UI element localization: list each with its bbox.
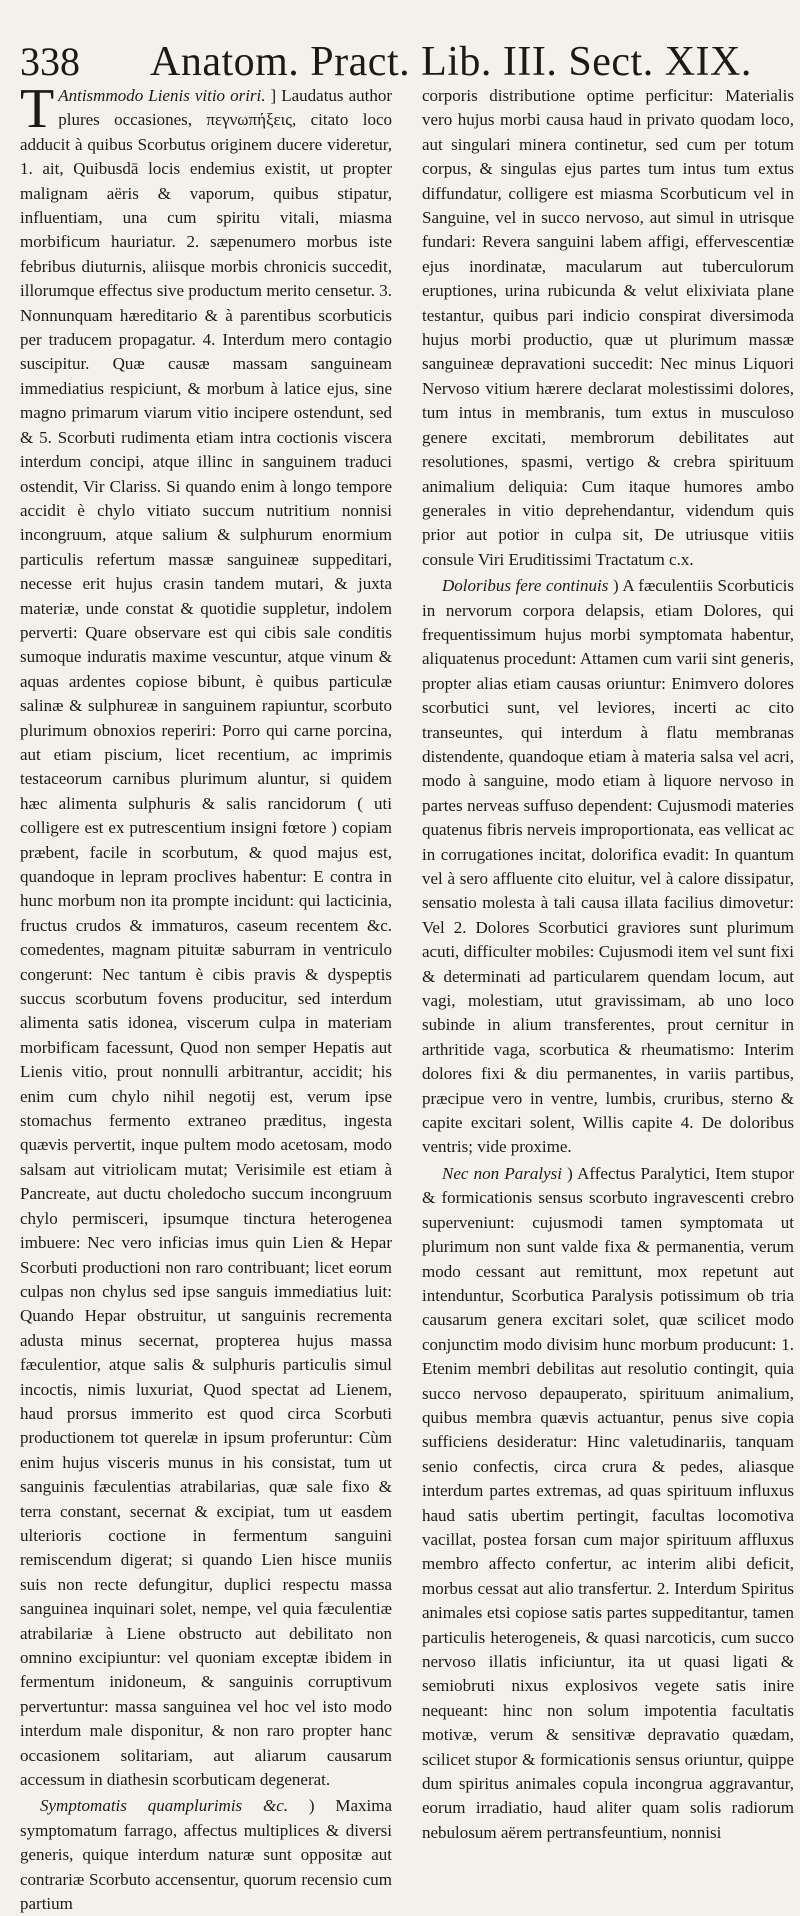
paragraph (20, 1794, 392, 1916)
paragraph (422, 574, 794, 1160)
paragraph-text: ] Laudatus author plures occasiones, πεγνωπήξεις, citato loco adducit à quibus Scorbutus originem ducere videretur, 1. ait, Quibusdā locis endemius existit, ut propter malignam aëris & vaporum, quibus stipatur, influentiam, una cum spiritu vitali, miasma morbificum hauriatur. 2. sæpenumero morbus iste febribus diuturnis, aliisque morbis chronicis succedit, illorumque effectus sive productum merito censetur. 3. Nonnunquam hæreditario & à parentibus scorbuticis per traducem propagatur. 4. Interdum mero contagio suscipitur. Quæ causæ massam sanguineam immediatius respiciunt, & morbum à latice ejus, sine magno primarum viarum vitio incipere ostendunt, sed & 5. Scorbuti rudimenta etiam intra coctionis viscera interdum concipi, atque illinc in sanguinem traduci ostendit, Vir Clariss. Si quando enim à longo tempore accidit è chylo vitiato succum nutritium nonnisi incongruum, atque salium & sulphurum enormium particulis refertum massæ sanguineæ suppeditari, necesse erit hujus crasin tandem mutari, & juxta materiæ, unde constat & quotidie suppletur, indolem perverti: Quare observare est qui cibis sale conditis sumoque induratis maxime vescuntur, atque vinum & aquas ardentes copiose bibunt, è quibus particulæ salinæ & sulphureæ in sanguinem rapiuntur, scorbuto plurimum obnoxios reperiri: Porro qui carne porcina, aut etiam piscium, licet recentium, ac imprimis testaceorum carnibus plurimum aluntur, si quidem hæc alimenta sulphuris & salis rancidorum ( uti colligere est ex putrescentium insigni fœtore ) copiam præbent, facile in scorbutum, & quod majus est, quandoque in lepram proclives habentur: E contra in hunc morbum non ita prompte incidunt: qui lacticinia, fructus crudos & immaturos, caseum recentem &c. comedentes, magnam pituitæ saburram in ventriculo congerunt: Nec tantum è cibis pravis & dyspeptis succus scorbutum fovens producitur, sed interdum alimenta satis idonea, viscerum culpa in materiam morbificam facessunt, Quod non semper Hepatis aut Lienis vitio, prout nonnulli arbitrantur, accidit; his enim cum chylo nihil negotij est, verum ipse stomachus fermento extraneo præditus, ingesta quævis pervertit, inque pultem modo acetosam, modo salsam aut vitriolicam mutat; Verisimile est etiam à Pancreate, aut ductu choledocho succum incongruum chylo permisceri, ipsumque tinctura heterogenea imbuere: Nec vero inficias imus quin Lien & Hepar Scorbuti productioni non raro contribuant; licet eorum culpas non chylus sed ipse sanguis immediatius luit: Quando Hepar obstruitur, ut sanguinis recrementa adusta minus secernat, propterea hujus massa fæculentior, atque salis & sulphuris particulis simul incoctis, nimis luxuriat, Quod spectat ad Lienem, haud prorsus immerito est quod circa Scorbuti productionem tot querelæ in ipsum proferuntur: Cùm enim hujus visceris munus in his consistat, tum ut sanguinis fæculentias atrabilarias, quæ sale fixo & terra constant, secernat & excipiat, tum ut easdem ulterioris coctione in fermentum sanguini remiscendum digerat; si quando Lien hisce muniis suis non recte defungitur, duplici respectu massa sanguinea inquinari solet, nempe, vel quia fæculentiæ atrabilariæ à Liene obstructo aut debilitato non omnino excipiuntur: vel quoniam exceptæ ibidem in fermentum inidoneum, & sanguinis corruptivum pervertuntur: massa sanguinea vel hoc vel isto modo interdum male disponitur, & non raro propter hanc occasionem solitariam, aut aliarum causarum accessum in diathesin scorbuticam degenerat. (20, 86, 393, 1790)
paragraph-text: ) Maxima symptomatum farrago, affectus multiplices & diversi generis, quique interdum naturæ sunt oppositæ aut contrariæ Scorbuto accensentur, quorum recensio cum partium (20, 1796, 392, 1914)
page-header (18, 38, 778, 84)
paragraph-lemma: Symptomatis quamplurimis &c. (40, 1796, 289, 1816)
paragraph (422, 84, 794, 572)
paragraph-lemma: Antismmodo Lienis vitio oriri. (58, 86, 266, 105)
page-number: 338 (20, 39, 80, 84)
paragraph-lemma: Nec non Paralysi (442, 1163, 562, 1183)
paragraph-text: ) Affectus Paralytici, Item stupor & formicationis sensus scorbuto ingravescenti crebro superveniunt: cujusmodi tamen symptomata ut plurimum non sunt valde fixa & permanentia, verum modo cessant aut remittunt, mox repetunt aut intenduntur, Scorbutica Paralysis potissimum ob tria causarum genera excitari solet, quæ scilicet modo conjunctim modo divisim hunc morbum producunt: 1. Etenim membri debilitas aut resolutio contingit, quia succo nervoso depauperato, spirituum animalium, quibus membra quævis actuantur, penus sive copia sufficiens desideratur: Hinc valetudinariis, tanquam senio confectis, circa crura & pedes, aliasque interdum partes extremas, ad quas spirituum influxus haud satis ubertim pertingit, facultas locomotiva vacillat, postea forsan cum major spirituum affluxus membro affecto confertur, ac interim alibi deficit, morbus cessat aut alio transfertur. 2. Interdum Spiritus animales etsi copiose satis partes suppeditantur, tamen particulis heterogeneis, & quasi narcoticis, cum succo nervoso illatis inficiuntur, ita ut quasi ligati & semiobruti nixus explosivos vegete satis inire nequeant: hinc non solum impotentia facultatis motivæ, verum & sensitivæ depravatio quædam, scilicet stupor & formicationis sensus oriuntur, quippe dum spiritus animales copula incongrua aggravantur, eorum irradiatio, haud aliter quam solis radiorum nebulosum aërem pertransfeuntium, nonnisi (422, 1163, 794, 1842)
drop-cap: T (20, 78, 55, 140)
paragraph-text: ) A fæculentiis Scorbuticis in nervorum corpora delapsis, etiam Dolores, qui frequentissimum hujus morbi symptomata habentur, aliquatenus procedunt: Attamen cum varii sint generis, propter alias etiam causas oriuntur: Enimvero dolores scorbutici sunt, vel leviores, incerti ac cito transeuntes, qui interdum à flatu membranas distendente, quandoque etiam à materia salsa vel acri, modo à sanguine, modo etiam à liquore nervoso in partes nerveas suffuso dependent: Cujusmodi materies quatenus fibris nerveis improportionata, eas vellicat ac in corrugationes incitat, dolorifica evadit: In quantum vel à sero affluente cito eluitur, vel à calore dissipatur, sensatio molesta à tali causa illata facilius dimovetur: Vel 2. Dolores Scorbutici graviores sunt plurimum acuti, difficulter mobiles: Cujusmodi item vel sunt fixi & determinati ad particularem quendam locum, aut vagi, molestiam, utut gravissimam, ab uno loco subinde in alium transferentes, prout cernitur in arthritide vaga, scorbutica & rheumatismo: Interim dolores fixi & diu permanentes, in variis partibus, præcipue vero in ventre, lumbis, cruribus, sterno & capite excitari solent, Willis capite 4. De doloribus ventris; vide proxime. (422, 576, 794, 1157)
paragraph-lemma: Doloribus fere continuis (442, 576, 609, 596)
running-title: Anatom. Pract. Lib. III. Sect. XIX. (150, 39, 752, 85)
right-column (422, 84, 794, 1845)
paragraph (422, 1162, 794, 1845)
left-column (20, 78, 393, 1916)
paragraph-text: corporis distributione optime perficitur: Materialis vero hujus morbi causa haud in privato quodam loco, aut singulari minera continetur, sed cum per totum corpus, & singulas ejus partes tum intus tum extus diffundatur, colligere est miasma Scorbuticum vel in Sanguine, vel in succo nervoso, aut simul in utrisque fundari: Revera sanguini labem affigi, effervescentiæ ejus inordinatæ, macularum aut tuberculorum eruptiones, urina rubicunda & velut elixiviata plane testantur, quibus pari indicio conspirat diversimoda hujus morbi productio, quæ ut plurimum massæ sanguineæ depravationi succedit: Nec minus Liquori Nervoso vitium hærere declarat molestissimi dolores, tum intus in membranis, tum extus in musculoso genere excitati, membrorum debilitates aut resolutiones, spasmi, vertigo & crebra spirituum animalium deliquia: Cum itaque humores ambo generales in vitio deprehendantur, videndum quis prior aut potior in culpa sit, De utriusque vitiis consule Viri Eruditissimi Tractatum c.x. (422, 86, 794, 569)
paragraph (20, 78, 393, 1792)
